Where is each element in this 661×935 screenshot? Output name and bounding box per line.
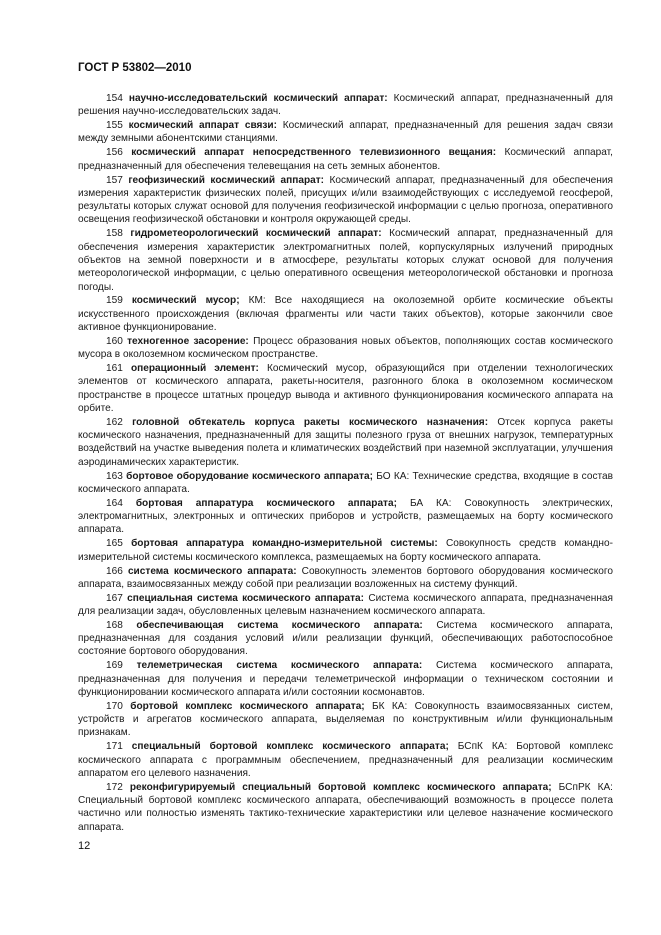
term-entry — [78, 619, 613, 659]
term-title: обеспечивающая система космического аппарата: — [136, 619, 423, 631]
term-entry — [78, 362, 613, 415]
term-definition: Космический аппарат, предназначенный для обеспечения телевещания на сеть земных абонентов. — [78, 147, 613, 172]
term-entry — [78, 146, 613, 173]
term-entry — [78, 92, 613, 119]
term-definition: Совокупность элементов бортового оборудования космического аппарата, взаимосвязанных между собой при реализации возложенных на систему функций. — [78, 565, 613, 590]
term-definition: Космический мусор, образующийся при отделении технологических элементов от космического аппарата, ракеты-носителя, разгонного блока в околоземном космическом пространстве в процессе штатных процедур вывода и активного функционирования космического аппарата на орбите. — [78, 363, 613, 414]
term-entry — [78, 174, 613, 227]
term-entry — [78, 294, 613, 334]
term-definition: Процесс образования новых объектов, пополняющих состав космического мусора в околоземном космическом пространстве. — [78, 335, 613, 361]
term-number: 171 — [106, 741, 123, 753]
term-number: 169 — [106, 660, 123, 672]
term-entry — [78, 700, 613, 740]
term-definition: Космический аппарат, предназначенный для решения научно-исследовательских задач. — [78, 93, 613, 118]
term-title: операционный элемент: — [130, 363, 259, 375]
term-title: специальная система космического аппарата: — [127, 592, 365, 604]
term-definition: БСпК КА: Бортовой комплекс космического аппарата с программным обеспечением, предназначенный для реализации космическим аппаратом его целевого назначения. — [78, 741, 614, 779]
term-entry — [78, 470, 613, 497]
term-entry — [78, 781, 613, 834]
term-number: 166 — [106, 565, 123, 577]
term-entry — [78, 119, 613, 146]
term-number: 160 — [106, 335, 123, 347]
term-number: 162 — [106, 416, 123, 428]
term-number: 156 — [106, 147, 123, 159]
term-title: бортовая аппаратура космического аппарата; — [135, 497, 397, 509]
term-number: 163 — [106, 470, 123, 482]
term-definition: Система космического аппарата, предназначенная для создания условий и/или реализации функций, обеспечивающих работоспособное состояние бортового оборудования. — [78, 619, 613, 658]
term-number: 155 — [106, 120, 123, 132]
term-title: бортовое оборудование космического аппарата; — [126, 470, 373, 482]
term-title: бортовой комплекс космического аппарата; — [130, 700, 365, 712]
term-entry — [78, 537, 613, 564]
term-definition: БСпРК КА: Специальный бортовой комплекс космического аппарата, обеспечивающий возможность в процессе полета частично или полностью изменять тактико-технические характеристики или целевое назначение космического аппарата. — [78, 781, 613, 833]
term-title: система космического аппарата: — [127, 565, 297, 577]
term-title: геофизический космический аппарат: — [128, 174, 325, 186]
term-number: 165 — [106, 538, 123, 550]
term-entry — [78, 497, 613, 537]
term-title: техногенное засорение: — [127, 335, 249, 347]
term-definition: БА КА: Совокупность электрических, электромагнитных, электронных и оптических приборов и устройств, размещаемых на борту космического аппарата. — [78, 497, 613, 536]
term-entry — [78, 565, 613, 592]
term-title: космический аппарат непосредственного телевизионного вещания: — [131, 147, 497, 159]
term-title: реконфигурируемый специальный бортовой комплекс космического аппарата; — [129, 781, 552, 793]
term-title: головной обтекатель корпуса ракеты космического назначения: — [132, 416, 489, 428]
term-number: 158 — [106, 228, 123, 240]
term-entry — [78, 659, 613, 699]
term-number: 159 — [106, 295, 123, 307]
term-number: 157 — [106, 174, 123, 186]
term-entry — [78, 227, 613, 293]
term-number: 161 — [106, 363, 123, 375]
term-number: 164 — [106, 497, 123, 509]
term-definition: Система космического аппарата, предназначенная для получения и передачи телеметрической информации о техническом состоянии и функционировании космического аппарата и/или состоянии космонавтов. — [78, 660, 614, 698]
term-entry — [78, 335, 613, 362]
term-entry — [78, 416, 613, 469]
term-definition: Совокупность средств командно-измерительной системы космического комплекса, размещаемых на борту космического аппарата. — [78, 538, 613, 563]
term-definition: Отсек корпуса ракеты космического назначения, предназначенный для защиты полезного груза от внешних нагрузок, температурных воздействий на участке выведения полета и климатических воздействий при наземной эксплуатации, улучшения аэродинамических характеристик. — [78, 416, 613, 468]
term-title: космический мусор; — [131, 295, 240, 307]
term-entry — [78, 740, 613, 780]
standard-header: ГОСТ Р 53802—2010 — [78, 62, 192, 74]
term-definition: БК КА: Совокупность взаимосвязанных систем, устройств и агрегатов космического аппарата, выделяемая по конструктивным и/или функциональным признакам. — [78, 700, 614, 739]
term-definition: КМ: Все находящиеся на околоземной орбите космические объекты искусственного происхождения (включая фрагменты или части таких объектов), которые закончили свое активное функционирование. — [78, 295, 613, 334]
term-definition: Система космического аппарата, предназначенная для реализации задач, обусловленных целевым назначением космического аппарата. — [78, 592, 613, 617]
term-number: 172 — [106, 781, 123, 793]
term-title: космический аппарат связи: — [128, 120, 278, 132]
term-number: 167 — [106, 592, 123, 604]
term-number: 168 — [106, 619, 123, 631]
term-title: специальный бортовой комплекс космического аппарата; — [131, 741, 449, 753]
term-title: телеметрическая система космического аппарата: — [136, 660, 423, 672]
page-number: 12 — [78, 840, 91, 852]
term-entry — [78, 592, 613, 619]
term-definition: Космический аппарат, предназначенный для обеспечения измерения характеристик физических полей, присущих и/или взаимодействующих с исследуемой геосферой, результаты которых служат основой для получения геофизической информации с целью прогноза, оперативного освещения геофизической обстановки и контроля окружающей среды. — [78, 174, 613, 226]
term-title: бортовая аппаратура командно-измерительной системы: — [131, 538, 438, 550]
term-definition: Космический аппарат, предназначенный для решения задач связи между земными абонентскими станциями. — [78, 120, 613, 145]
term-definition: БО КА: Технические средства, входящие в состав космического аппарата. — [78, 470, 613, 495]
term-title: гидрометеорологический космический аппарат: — [130, 228, 382, 240]
terms-list — [78, 92, 613, 835]
term-title: научно-исследовательский космический аппарат: — [128, 93, 388, 104]
term-definition: Космический аппарат, предназначенный для обеспечения измерения характеристик электромагнитных полей, корпускулярных излучений природных объектов на земной поверхности и в атмосфере, результаты которых служат основой для получения метеорологической информации, с целью оперативного освещения метеорологической обстановки и прогноза погоды. — [78, 228, 613, 293]
term-number: 154 — [106, 93, 123, 104]
term-number: 170 — [106, 700, 123, 712]
